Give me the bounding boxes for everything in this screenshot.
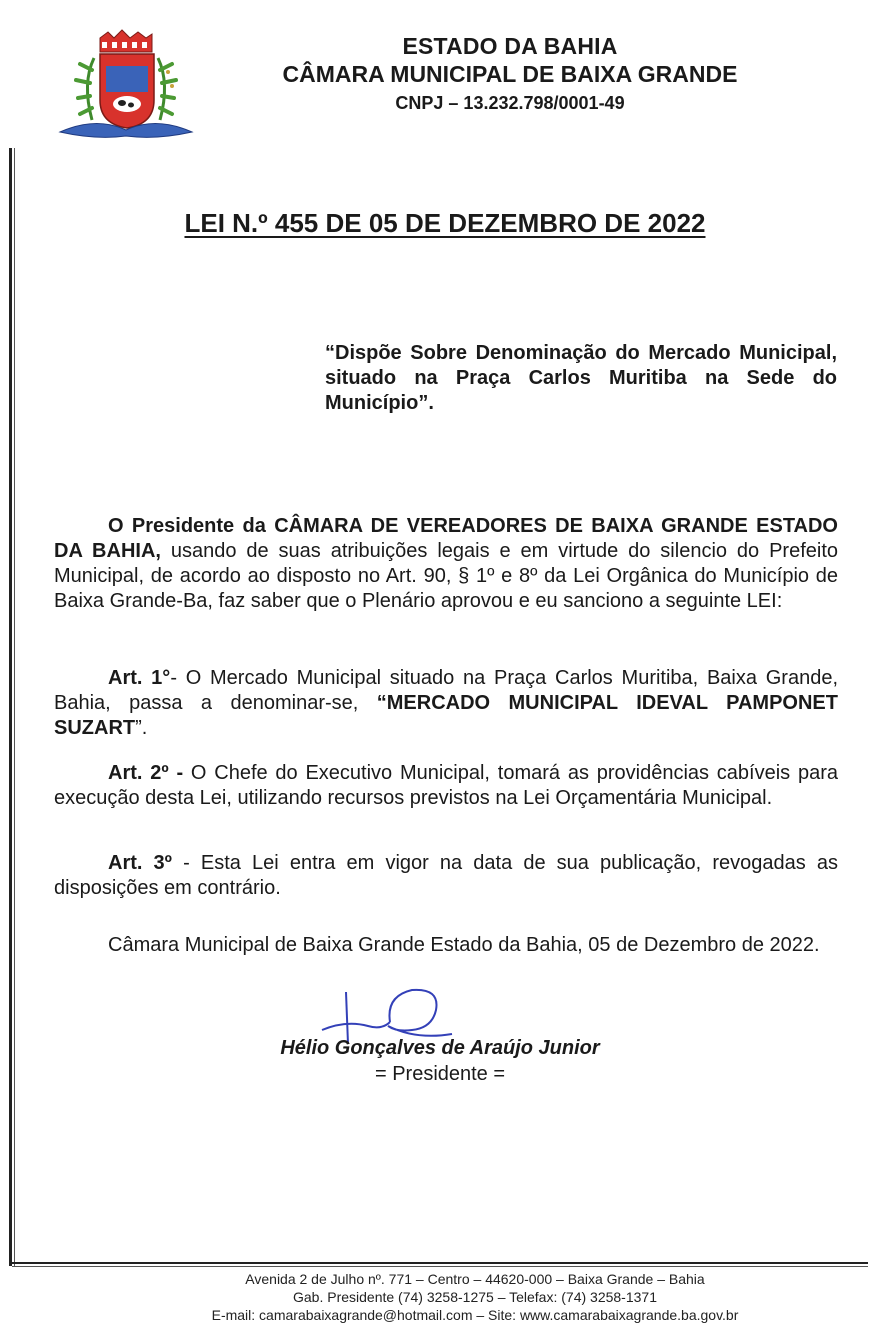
preamble-bold: O Presidente da CÂMARA DE VEREADORES DE BAIXA GRANDE ESTADO DA BAHIA, [54, 515, 838, 562]
article-3-label: Art. 3º [108, 852, 172, 874]
preamble-paragraph [54, 514, 838, 614]
article-2-text: O Chefe do Executivo Municipal, tomará as providências cabíveis para execução desta Lei, utilizando recursos previstos na Lei Orçamentária Municipal. [54, 762, 838, 809]
footer [100, 1270, 850, 1324]
article-1 [54, 666, 838, 741]
signer-name: Hélio Gonçalves de Araújo Junior [280, 1037, 600, 1059]
law-title: LEI N.º 455 DE 05 DE DEZEMBRO DE 2022 [184, 208, 706, 238]
signer-role: = Presidente = [374, 1063, 506, 1085]
footer-rule-inner [12, 1266, 868, 1267]
article-1-tail: ”. [135, 717, 148, 739]
letterhead [240, 32, 780, 116]
footer-address: Avenida 2 de Julho nº. 771 – Centro – 44620-000 – Baixa Grande – Bahia [245, 1271, 705, 1287]
article-3-text: - Esta Lei entra em vigor na data de sua publicação, revogadas as disposições em contrário. [54, 852, 838, 899]
article-1-market-name: “MERCADO MUNICIPAL IDEVAL PAMPONET SUZART [54, 692, 838, 739]
preamble-text: usando de suas atribuições legais e em virtude do silencio do Prefeito Municipal, de acordo ao disposto no Art. 90, § 1º e 8º da Lei Orgânica do Município de Baixa Grande-Ba, faz saber que o Plenário aprovou e eu sanciono a seguinte LEI: [54, 540, 838, 612]
article-1-label: Art. 1° [108, 667, 171, 689]
footer-contact: E-mail: camarabaixagrande@hotmail.com – Site: www.camarabaixagrande.ba.gov.br [211, 1307, 739, 1323]
state-name: ESTADO DA BAHIA [402, 33, 618, 59]
closing-place-date: Câmara Municipal de Baixa Grande Estado da Bahia, 05 de Dezembro de 2022. [108, 934, 820, 956]
chamber-name: CÂMARA MUNICIPAL DE BAIXA GRANDE [282, 61, 738, 87]
law-summary: “Dispõe Sobre Denominação do Mercado Municipal, situado na Praça Carlos Muritiba na Sede do Município”. [325, 342, 837, 414]
cnpj-number: CNPJ – 13.232.798/0001-49 [395, 93, 625, 113]
left-border-rule [9, 148, 12, 1266]
article-2-label: Art. 2º - [108, 762, 184, 784]
article-2 [54, 761, 838, 811]
left-border-rule-inner [14, 148, 15, 1266]
municipal-crest-icon [56, 28, 196, 143]
footer-rule [12, 1262, 868, 1264]
article-1-text: - O Mercado Municipal situado na Praça Carlos Muritiba, Baixa Grande, Bahia, passa a denominar-se, [54, 667, 838, 714]
article-3 [54, 851, 838, 901]
footer-phones: Gab. Presidente (74) 3258-1275 – Telefax: (74) 3258-1371 [293, 1289, 657, 1305]
